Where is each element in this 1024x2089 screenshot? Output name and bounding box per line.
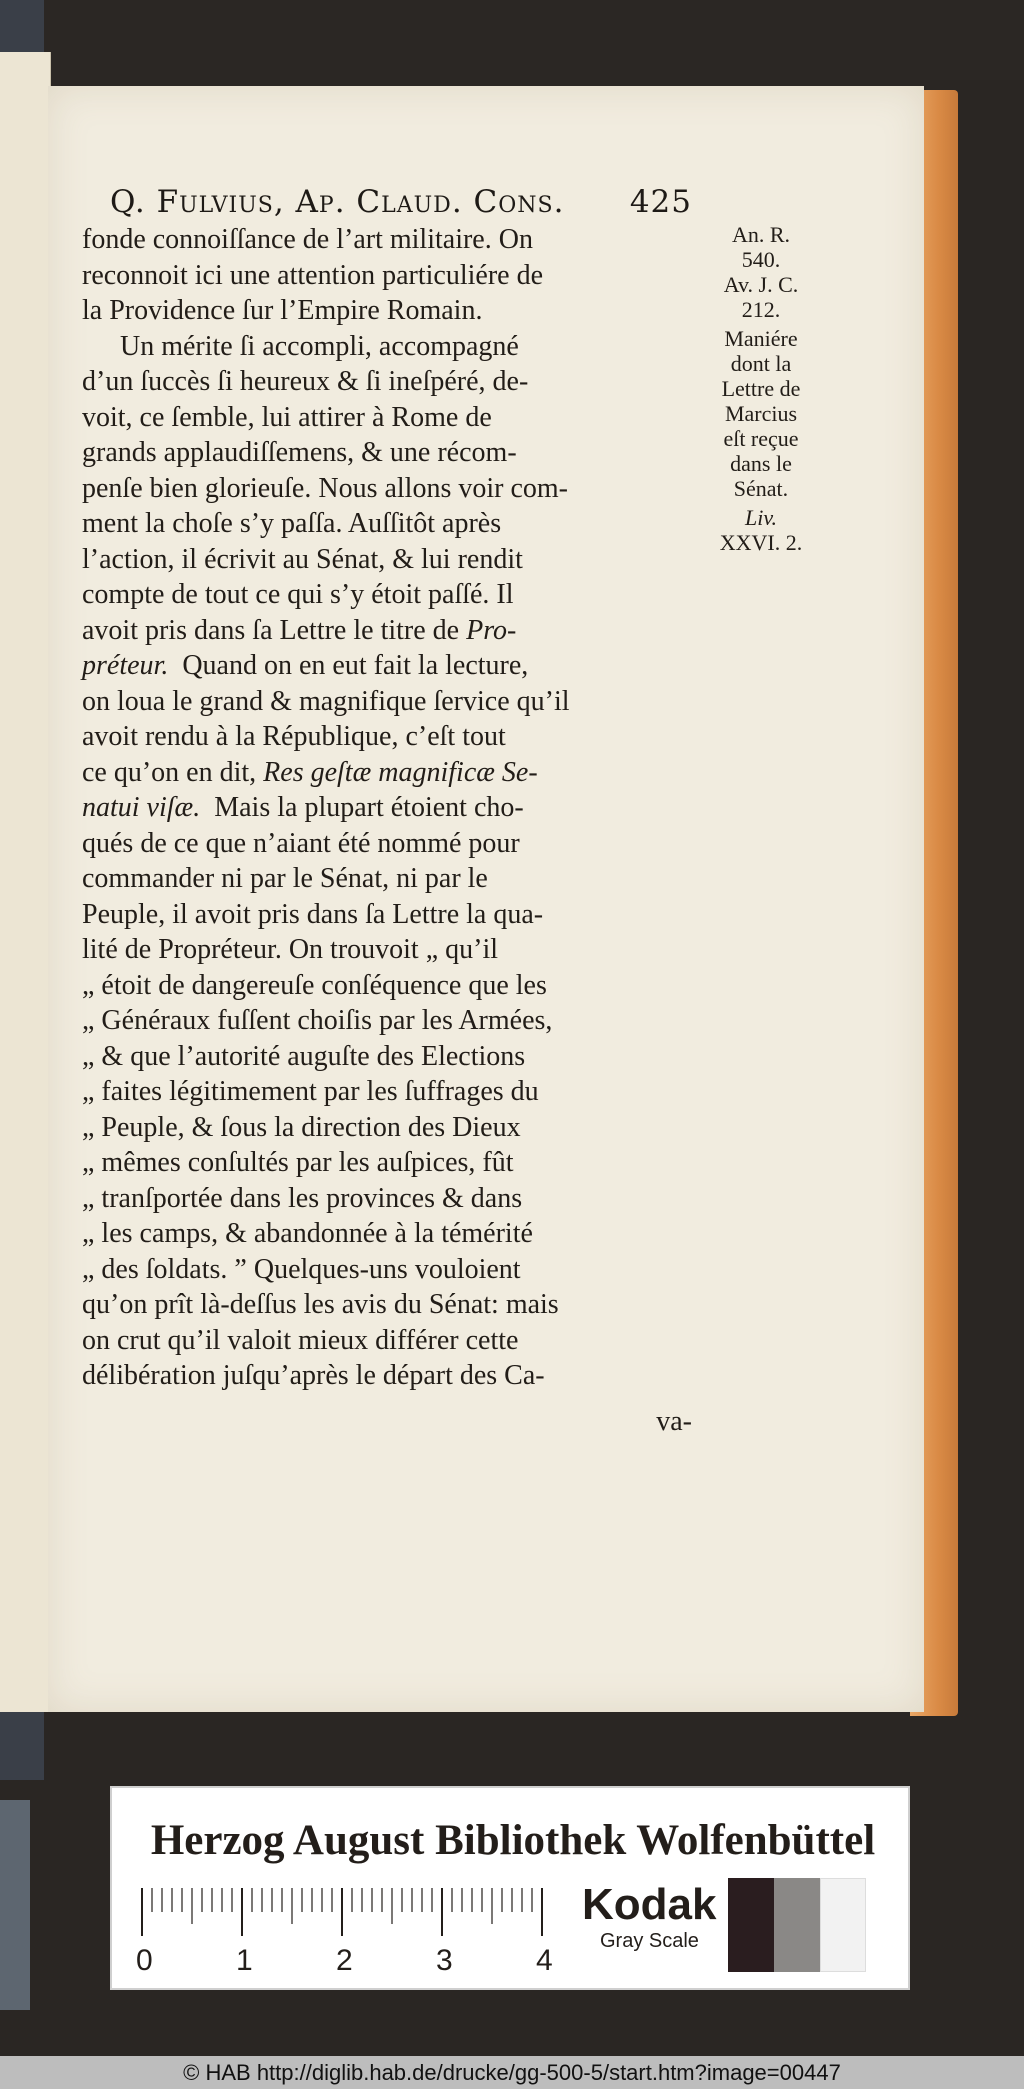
text-line: la Providence ſur l’Empire Romain. [82, 295, 483, 326]
text-line: penſe bien glorieuſe. Nous allons voir com- [82, 472, 568, 504]
margin-note: eſt reçue [723, 426, 799, 451]
text-line: on crut qu’il valoit mieux différer cette [82, 1324, 519, 1356]
ruler-label-3: 3 [436, 1944, 453, 1977]
margin-note: Marcius [724, 401, 798, 426]
text-line: „ Généraux fuſſent choiſis par les Armées, [82, 1005, 553, 1036]
text-line: „ tranſportée dans les provinces & dans [82, 1182, 523, 1214]
ruler-ticks [140, 1886, 560, 1946]
text-line: qu’on prît là-deſſus les avis du Sénat: mais [82, 1289, 559, 1320]
margin-note: Av. J. C. [723, 272, 799, 297]
text-line: ment la choſe s’y paſſa. Auſſitôt après [82, 508, 502, 539]
margin-note: Maniére [724, 326, 798, 351]
catchword-row [82, 1404, 692, 1440]
text-line: préteur. Quand on en eut fait la lecture, [82, 650, 529, 681]
ruler-label-2: 2 [336, 1944, 353, 1977]
previous-page-sliver [0, 52, 51, 1712]
text-line: voit, ce ſemble, lui attirer à Rome de [82, 401, 492, 433]
kodak-logo: Kodak [582, 1880, 717, 1929]
ruler-label-0: 0 [136, 1944, 153, 1977]
text-line: „ faites légitimement par les ſuffrages du [82, 1076, 539, 1107]
text-line: „ Peuple, & ſous la direction des Dieux [82, 1111, 521, 1143]
text-line: compte de tout ce qui s’y étoit paſſé. Il [82, 579, 514, 610]
margin-note: 212. [741, 297, 781, 322]
body-text [82, 222, 692, 1394]
margin-note: dans le [730, 451, 792, 476]
text-line: fonde connoiſſance de l’art militaire. On [82, 224, 533, 255]
text-line: „ & que l’autorité auguſte des Elections [82, 1040, 526, 1072]
book-spine [0, 1800, 30, 2010]
text-line: délibération juſqu’après le départ des Ca- [82, 1360, 545, 1391]
page-number: 425 [629, 184, 692, 220]
swatch-dark [728, 1878, 774, 1972]
catchword: va- [656, 1406, 692, 1437]
footer-credit: © HAB http://diglib.hab.de/drucke/gg-500-5/start.htm?image=00447 [0, 2056, 1024, 2089]
running-head-title: Q. Fulvius, Ap. Claud. Cons. [110, 184, 565, 220]
kodak-subtitle: Gray Scale [600, 1930, 699, 1952]
margin-note: An. R. [731, 222, 791, 247]
text-line: natui viſæ. Mais la plupart étoient cho- [82, 792, 524, 823]
ruler-label-1: 1 [236, 1944, 253, 1977]
margin-note: XXVI. 2. [719, 530, 803, 555]
text-line: Un mérite ſi accompli, accompagné [120, 330, 519, 362]
text-line: l’action, il écrivit au Sénat, & lui rendit [82, 543, 523, 575]
ruler-label-4: 4 [536, 1944, 553, 1977]
scanner-background [0, 0, 1024, 80]
text-line: grands applaudiſſemens, & une récom- [82, 437, 517, 468]
color-calibration-bar [110, 1786, 910, 1990]
margin-note: Lettre de [721, 376, 801, 401]
text-line: „ des ſoldats. ” Quelques-uns vouloient [82, 1253, 521, 1285]
text-line: avoit rendu à la République, c’eſt tout [82, 721, 506, 752]
text-line: „ les camps, & abandonnée à la témérité [82, 1218, 533, 1249]
margin-note: 540. [741, 247, 781, 272]
margin-note: Sénat. [733, 476, 789, 501]
text-line: lité de Propréteur. On trouvoit „ qu’il [82, 934, 499, 965]
text-line: „ étoit de dangereuſe conſéquence que les [82, 969, 547, 1001]
library-name: Herzog August Bibliothek Wolfenbüttel [150, 1817, 876, 1864]
margin-note: Liv. [745, 505, 777, 530]
text-line: Peuple, il avoit pris dans ſa Lettre la qua- [82, 898, 544, 930]
text-line: qués de ce que n’aiant été nommé pour [82, 827, 520, 859]
swatch-white [820, 1878, 866, 1972]
text-line: d’un ſuccès ſi heureux & ſi ineſpéré, de- [82, 366, 529, 397]
margin-notes [696, 222, 826, 555]
text-line: reconnoit ici une attention particuliére de [82, 259, 544, 291]
text-line: on loua le grand & magnifique ſervice qu’il [82, 685, 570, 717]
margin-note: dont la [730, 351, 792, 376]
text-line: commander ni par le Sénat, ni par le [82, 863, 488, 894]
swatch-gray [774, 1878, 820, 1972]
running-head [110, 176, 692, 220]
text-line: ce qu’on en dit, Res geſtæ magnificæ Se- [82, 756, 538, 788]
text-line: avoit pris dans ſa Lettre le titre de Pro- [82, 614, 517, 646]
text-line: „ mêmes conſultés par les auſpices, fût [82, 1147, 514, 1178]
scale-ruler [136, 1886, 560, 1986]
